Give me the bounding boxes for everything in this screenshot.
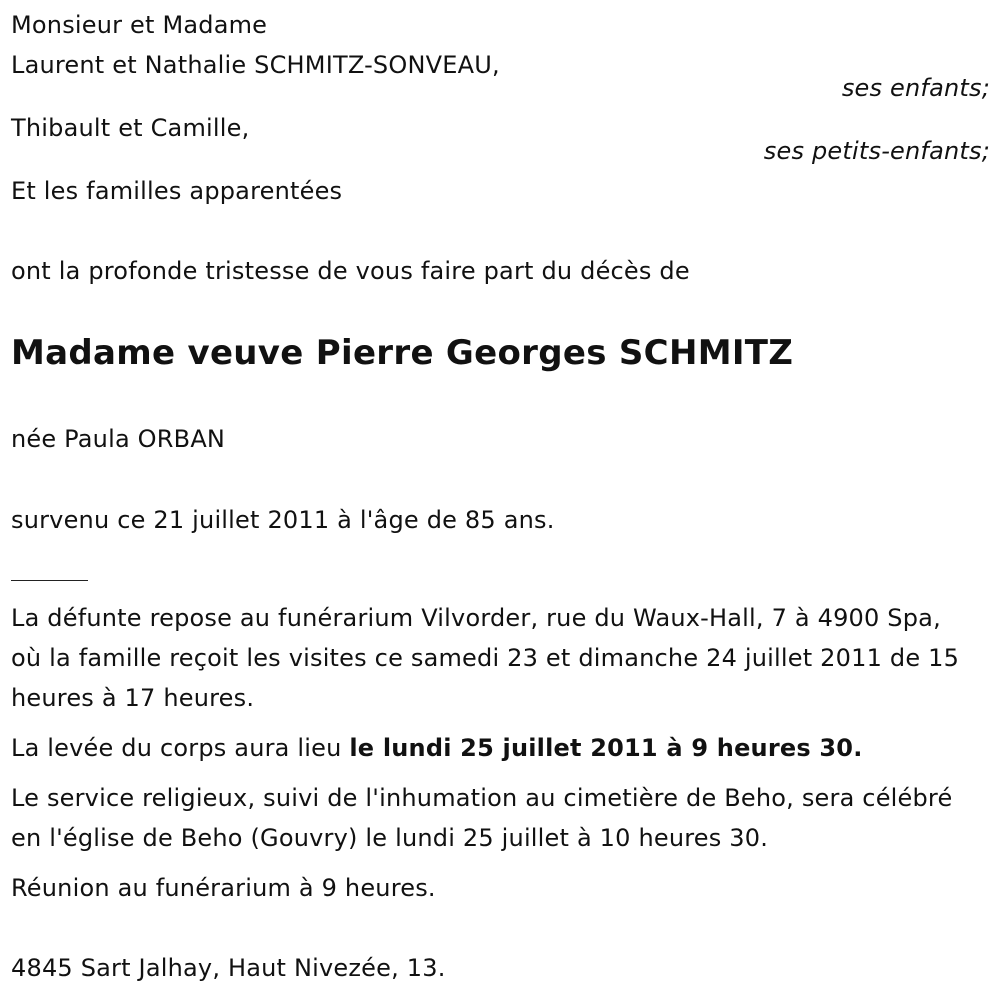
separator-line bbox=[11, 580, 88, 581]
relatives-line: Et les familles apparentées bbox=[11, 177, 343, 205]
levee-paragraph bbox=[11, 728, 971, 768]
grandchildren-role: ses petits-enfants; bbox=[763, 137, 990, 165]
children-line-2: Laurent et Nathalie SCHMITZ-SONVEAU, bbox=[11, 51, 500, 79]
maiden-name: née Paula ORBAN bbox=[11, 425, 226, 453]
intro-line: ont la profonde tristesse de vous faire part du décès de bbox=[11, 257, 690, 285]
children-role: ses enfants; bbox=[841, 74, 990, 102]
death-info: survenu ce 21 juillet 2011 à l'âge de 85 ans. bbox=[11, 506, 555, 534]
deceased-name: Madame veuve Pierre Georges SCHMITZ bbox=[11, 333, 794, 373]
children-line-1: Monsieur et Madame bbox=[11, 11, 268, 39]
meeting-paragraph: Réunion au funérarium à 9 heures. bbox=[11, 874, 436, 902]
levee-prefix: La levée du corps aura lieu bbox=[11, 734, 350, 762]
grandchildren-line: Thibault et Camille, bbox=[11, 114, 250, 142]
service-paragraph: Le service religieux, suivi de l'inhumation au cimetière de Beho, sera célébré en l'église de Beho (Gouvry) le lundi 25 juillet à 10 heures 30. bbox=[11, 784, 953, 852]
visitation-paragraph: La défunte repose au funérarium Vilvorder, rue du Waux-Hall, 7 à 4900 Spa, où la famille reçoit les visites ce samedi 23 et dimanche 24 juillet 2011 de 15 heures à 17 heures. bbox=[11, 604, 960, 712]
levee-date-time: le lundi 25 juillet 2011 à 9 heures 30. bbox=[349, 734, 863, 762]
address-line: 4845 Sart Jalhay, Haut Nivezée, 13. bbox=[11, 954, 446, 982]
